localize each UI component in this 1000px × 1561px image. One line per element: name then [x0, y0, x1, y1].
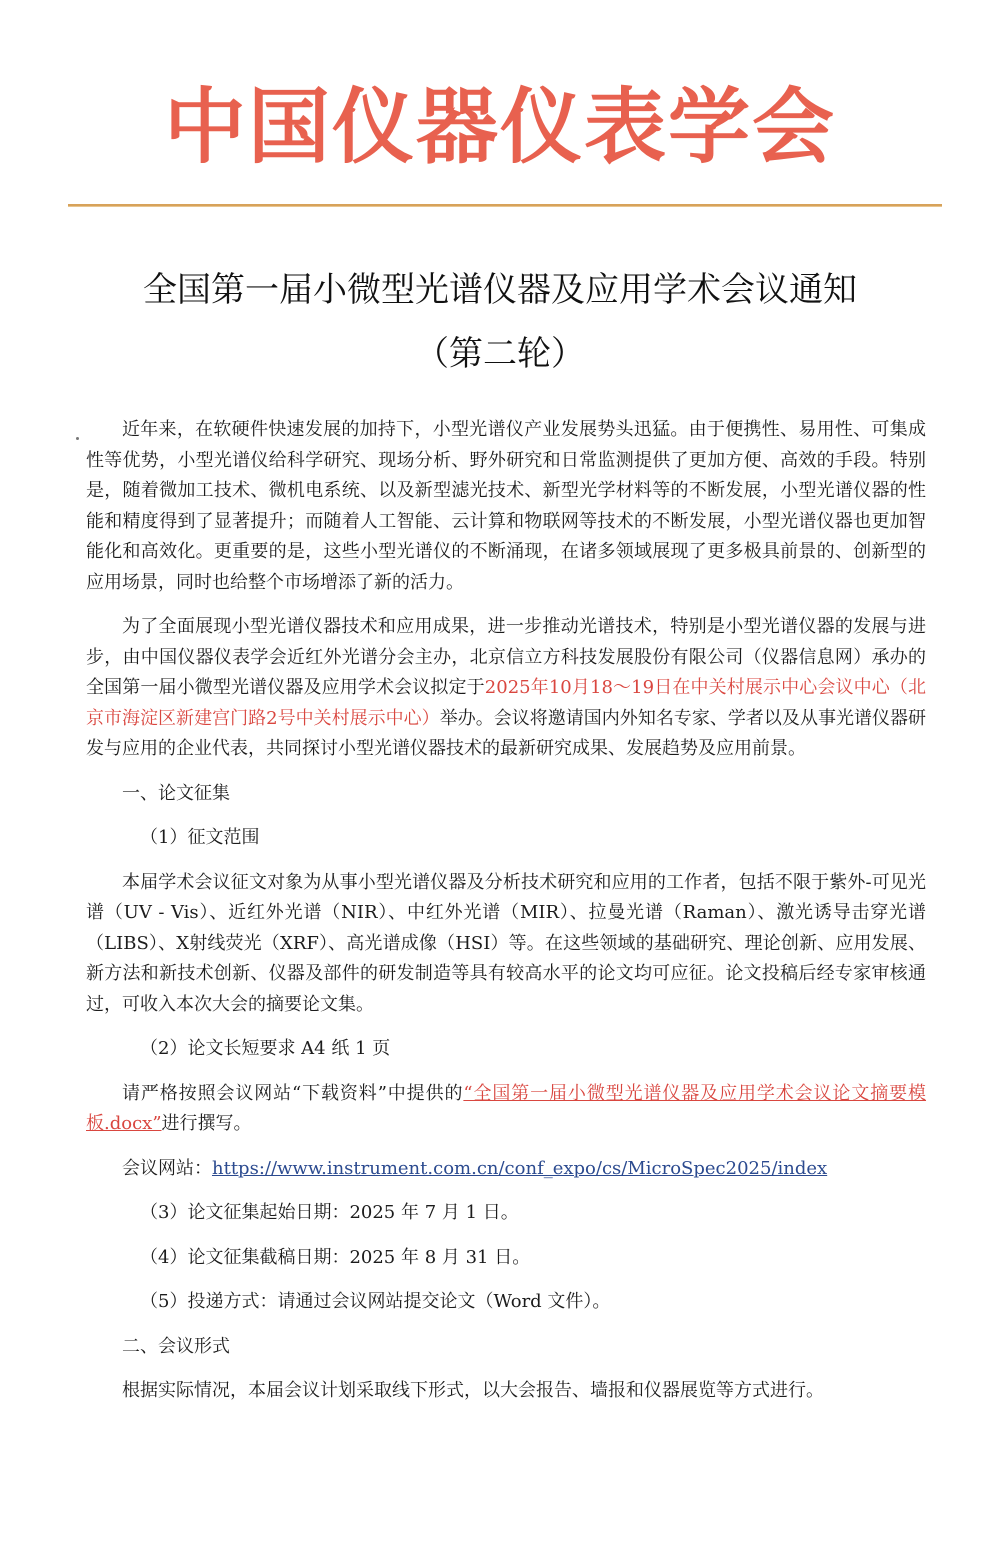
document-subtitle: （第二轮） [415, 334, 585, 374]
item-deadline: （4）论文征集截稿日期：2025 年 8 月 31 日。 [140, 1246, 531, 1268]
letterhead-divider [68, 204, 942, 207]
item-start-date: （3）论文征集起始日期：2025 年 7 月 1 日。 [140, 1202, 519, 1223]
template-text-after: 进行撰写。 [161, 1113, 252, 1134]
item-length-requirement: （2）论文长短要求 A4 纸 1 页 [140, 1038, 391, 1059]
purpose-text-after: 举办。会议将邀请国内外知名专家、学者以及从事光谱仪器研发与应用的企业代表，共同探讨小型光谱仪器技术的最新研究成果、发展趋势及应用前景。 [86, 707, 927, 759]
item-scope-heading: （1）征文范围 [140, 827, 260, 848]
conference-website-link[interactable]: https://www.instrument.com.cn/conf_expo/cs/MicroSpec2025/index [212, 1157, 828, 1179]
scan-speck [76, 437, 79, 440]
section-heading-format: 二、会议形式 [122, 1335, 230, 1357]
document-body [86, 415, 926, 1407]
conference-date-venue: 2025年10月18～19日在中关村展示中心会议中心（北京市海淀区新建宫门路2号中关村展示中心） [86, 677, 926, 729]
organization-letterhead: 中国仪器仪表学会 [163, 80, 836, 175]
intro-paragraph: 近年来，在软硬件快速发展的加持下，小型光谱仪产业发展势头迅猛。由于便携性、易用性、可集成性等优势，小型光谱仪给科学研究、现场分析、野外研究和日常监测提供了更加方便、高效的手段。特别是，随着微加工技术、微机电系统、以及新型滤光技术、新型光学材料等的不断发展，小型光谱仪器的性能和精度得到了显著提升；而随着人工智能、云计算和物联网等技术的不断发展，小型光谱仪器也更加智能化和高效化。更重要的是，这些小型光谱仪的不断涌现，在诸多领域展现了更多极具前景的、创新型的应用场景，同时也给整个市场增添了新的活力。 [86, 419, 926, 593]
item-submission-method: （5）投递方式：请通过会议网站提交论文（Word 文件）。 [140, 1291, 611, 1312]
website-line [86, 1154, 926, 1185]
format-paragraph: 根据实际情况，本届会议计划采取线下形式，以大会报告、墙报和仪器展览等方式进行。 [122, 1380, 824, 1401]
template-text-before: 请严格按照会议网站“下载资料”中提供的 [122, 1082, 464, 1104]
scope-paragraph: 本届学术会议征文对象为从事小型光谱仪器及分析技术研究和应用的工作者，包括不限于紫外-可见光谱（UV - Vis）、近红外光谱（NIR）、中红外光谱（MIR）、拉曼光谱（Raman）、激光诱导击穿光谱（LIBS）、X射线荧光（XRF）、高光谱成像（HSI）等。在这些领域的基础研究、理论创新、应用发展、新方法和新技术创新、仪器及部件的研发制造等具有较高水平的论文均可应征。论文投稿后经专家审核通过，可收入本次大会的摘要论文集。 [86, 871, 926, 1015]
template-instruction [86, 1079, 926, 1140]
purpose-text-before: 为了全面展现小型光谱仪器技术和应用成果，进一步推动光谱技术，特别是小型光谱仪器的发展与进步，由中国仪器仪表学会近红外光谱分会主办，北京信立方科技发展股份有限公司（仪器信息网）承办的全国第一届小微型光谱仪器及应用学术会议拟定于 [86, 616, 926, 698]
document-title: 全国第一届小微型光谱仪器及应用学术会议通知 [143, 270, 857, 310]
website-label: 会议网站： [122, 1157, 212, 1179]
section-heading-papers: 一、论文征集 [122, 782, 230, 804]
purpose-paragraph [86, 612, 926, 765]
template-download-link[interactable]: “全国第一届小微型光谱仪器及应用学术会议论文摘要模板.docx” [86, 1082, 927, 1134]
